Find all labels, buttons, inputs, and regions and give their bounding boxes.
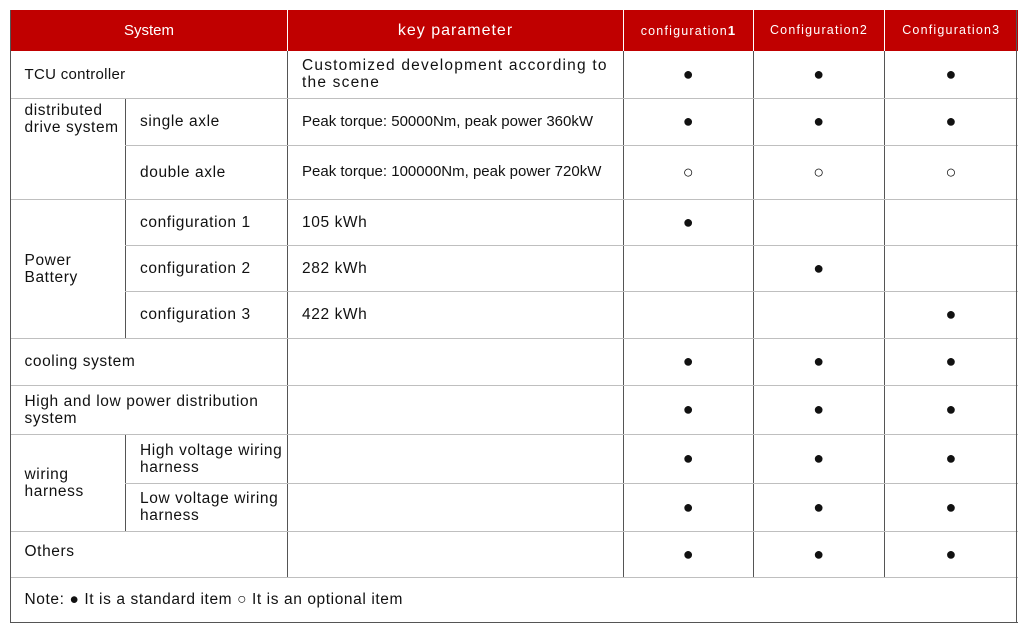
row-sublabel: configuration 3 — [126, 291, 288, 338]
row-param — [288, 531, 624, 577]
table-row-battery-config-2 — [11, 245, 1018, 291]
row-group-label: Power Battery — [11, 199, 126, 338]
table-row-high-voltage — [11, 434, 1018, 483]
row-label: cooling system — [11, 338, 288, 385]
row-group-label: wiring harness — [11, 434, 126, 531]
header-system: System — [11, 10, 288, 51]
config1-mark — [624, 291, 754, 338]
config3-mark: ● — [885, 385, 1018, 434]
row-param — [288, 434, 624, 483]
config2-mark — [754, 291, 885, 338]
note-row — [11, 577, 1018, 622]
config3-mark: ● — [885, 291, 1018, 338]
config2-mark: ● — [754, 385, 885, 434]
row-param: Customized development according to the scene — [288, 51, 624, 98]
row-label: High and low power distribution system — [11, 385, 288, 434]
table-row-cooling — [11, 338, 1018, 385]
config3-mark: ● — [885, 531, 1018, 577]
config3-mark: ● — [885, 338, 1018, 385]
row-param: 282 kWh — [288, 245, 624, 291]
header-configuration-3: Configuration3 — [885, 10, 1018, 51]
config2-mark: ● — [754, 483, 885, 531]
table-row-others — [11, 531, 1018, 577]
legend-note: Note: ● It is a standard item ○ It is an optional item — [11, 577, 1018, 622]
config3-mark: ● — [885, 434, 1018, 483]
config2-mark: ● — [754, 338, 885, 385]
header-configuration-1: configuration1 — [624, 10, 754, 51]
row-sublabel: double axle — [126, 145, 288, 199]
table-row-double-axle — [11, 145, 1018, 199]
config1-mark: ○ — [624, 145, 754, 199]
config3-mark: ● — [885, 98, 1018, 145]
table-row-battery-config-1 — [11, 199, 1018, 245]
config2-mark: ○ — [754, 145, 885, 199]
table-row-low-voltage — [11, 483, 1018, 531]
config1-mark: ● — [624, 338, 754, 385]
table-row-tcu — [11, 51, 1018, 98]
config2-mark: ● — [754, 98, 885, 145]
config1-mark: ● — [624, 434, 754, 483]
row-param — [288, 483, 624, 531]
row-param: 105 kWh — [288, 199, 624, 245]
table-row-single-axle — [11, 98, 1018, 145]
row-param: Peak torque: 50000Nm, peak power 360kW — [288, 98, 624, 145]
config1-mark: ● — [624, 385, 754, 434]
row-label: Others — [11, 531, 288, 577]
row-param — [288, 338, 624, 385]
config3-mark: ● — [885, 483, 1018, 531]
row-sublabel: configuration 1 — [126, 199, 288, 245]
table-row-distribution — [11, 385, 1018, 434]
configuration-table — [10, 10, 1018, 623]
config1-mark: ● — [624, 199, 754, 245]
row-sublabel: configuration 2 — [126, 245, 288, 291]
row-sublabel: Low voltage wiring harness — [126, 483, 288, 531]
row-param: Peak torque: 100000Nm, peak power 720kW — [288, 145, 624, 199]
config1-mark: ● — [624, 51, 754, 98]
config3-mark: ○ — [885, 145, 1018, 199]
config2-mark: ● — [754, 245, 885, 291]
config1-mark: ● — [624, 483, 754, 531]
config1-mark: ● — [624, 98, 754, 145]
row-sublabel: High voltage wiring harness — [126, 434, 288, 483]
config3-mark — [885, 245, 1018, 291]
config2-mark: ● — [754, 51, 885, 98]
config2-mark: ● — [754, 434, 885, 483]
row-param: 422 kWh — [288, 291, 624, 338]
config2-mark — [754, 199, 885, 245]
config1-mark — [624, 245, 754, 291]
row-param — [288, 385, 624, 434]
header-row — [11, 10, 1018, 51]
config1-mark: ● — [624, 531, 754, 577]
row-label: TCU controller — [11, 51, 288, 98]
table-row-battery-config-3 — [11, 291, 1018, 338]
header-key-parameter: key parameter — [288, 10, 624, 51]
config2-mark: ● — [754, 531, 885, 577]
row-sublabel: single axle — [126, 98, 288, 145]
config3-mark: ● — [885, 51, 1018, 98]
header-configuration-2: Configuration2 — [754, 10, 885, 51]
config3-mark — [885, 199, 1018, 245]
row-group-label: distributed drive system — [11, 98, 126, 199]
